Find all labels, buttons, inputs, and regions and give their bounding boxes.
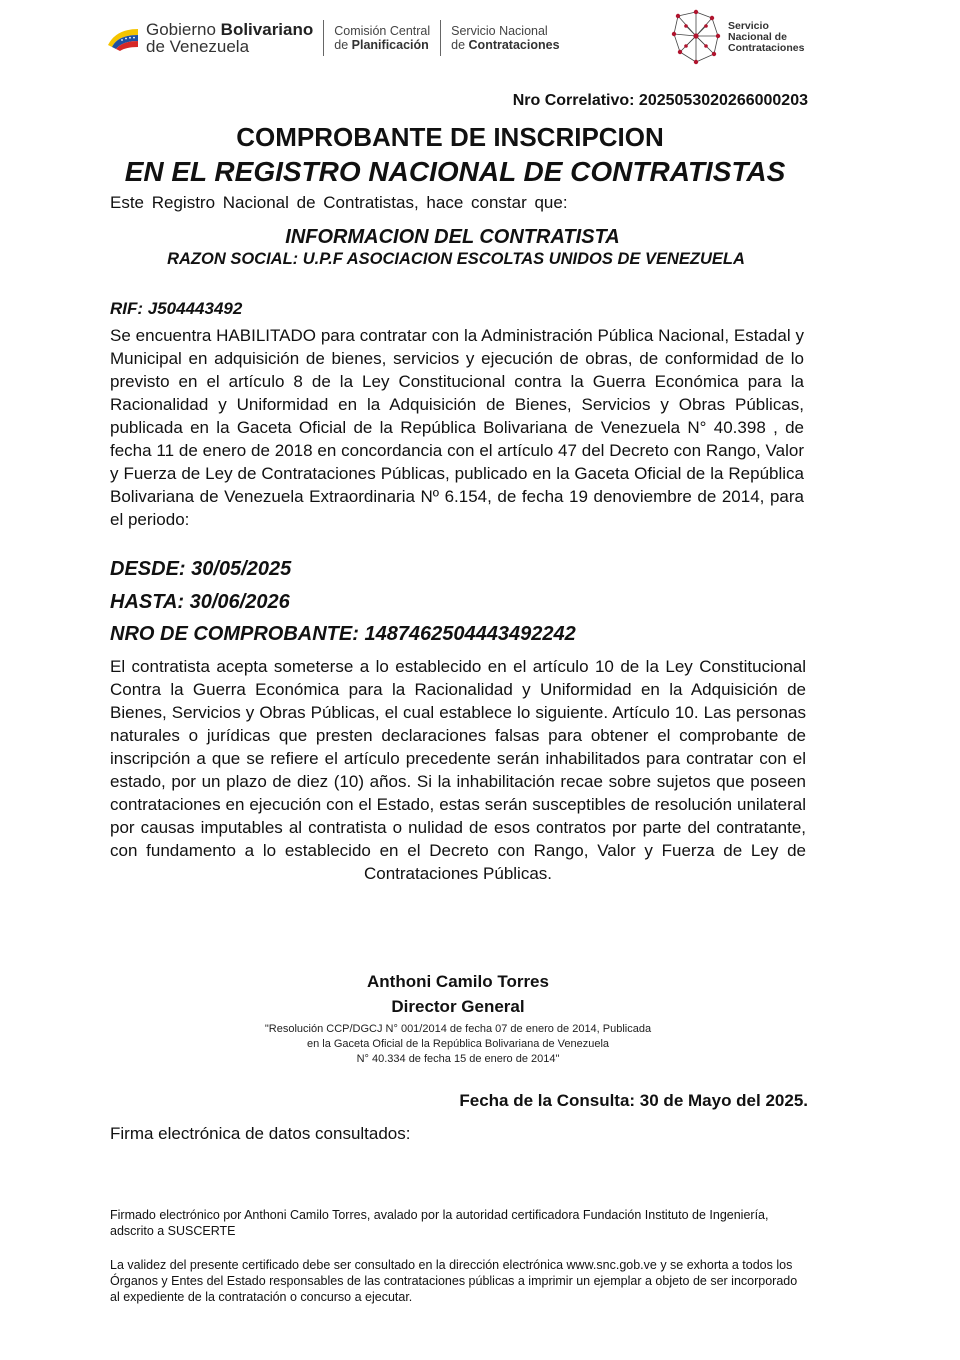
habilitado-paragraph: Se encuentra HABILITADO para contratar con la Administración Pública Nacional, Estadal y Municipal en adquisición de bienes, servicios y ejecución de obras, de conformidad de lo previsto en el artículo 8 de la Ley Constitucional contra la Guerra Económica para la Racionalidad y Uniformidad en la Adquisición de Bienes, Servicios y Obras Públicas, publicada en la Gaceta Oficial de la República Bolivariana de Venezuela N° 40.398 , de fecha 11 de enero de 2018 en concordancia con el artículo 47 del Decreto con Rango, Valor y Fuerza de Ley de Contrataciones Públicas, publicado en la Gaceta Oficial de la República Bolivariana de Venezuela Extraordinaria Nº 6.154, de fecha 19 denoviembre de 2014, para el periodo: bbox=[110, 326, 804, 529]
signer-title: Director General bbox=[391, 997, 525, 1016]
document-subtitle: EN EL REGISTRO NACIONAL DE CONTRATISTAS bbox=[124, 156, 786, 187]
electronic-signature-label: Firma electrónica de datos consultados: bbox=[110, 1124, 411, 1143]
gov-name: Gobierno Bolivariano de Venezuela bbox=[146, 20, 314, 56]
footer-signature-note: Firmado electrónico por Anthoni Camilo Torres, avalado por la autoridad certificadora Fundación Instituto de Ingeniería, adscrito a SUSCERTE bbox=[110, 1208, 769, 1238]
divider bbox=[440, 20, 441, 56]
period-start: DESDE: 30/05/2025 bbox=[110, 558, 292, 580]
government-header bbox=[106, 18, 560, 58]
period-end: HASTA: 30/06/2026 bbox=[110, 591, 290, 613]
venezuela-flag-icon bbox=[106, 25, 140, 51]
footer-validity-note: La validez del presente certificado debe ser consultado en la dirección electrónica www.snc.gob.ve y se exhorta a todos los Órganos y Entes del Estado responsables de las contrataciones públicas a imprimir un ejemplar a objeto de ser incorporado al expediente de la contratación o concurso a ejecutar. bbox=[110, 1258, 798, 1304]
snc-logo bbox=[668, 8, 804, 66]
comprobante-number: NRO DE COMPROBANTE: 1487462504443492242 bbox=[110, 623, 576, 645]
intro-text: Este Registro Nacional de Contratistas, hace constar que: bbox=[110, 193, 568, 212]
correlativo-number: Nro Correlativo: 2025053020266000203 bbox=[512, 92, 808, 109]
snc-name: Servicio Nacional de Contrataciones bbox=[451, 24, 560, 52]
snc-logo-text: Servicio Nacional de Contrataciones bbox=[728, 19, 805, 54]
resolution-note: "Resolución CCP/DGCJ N° 001/2014 de fecha 07 de enero de 2014, Publicada en la Gaceta Oficial de la República Bolivariana de Venezuela N° 40.334 de fecha 15 de enero de 2014" bbox=[264, 1023, 652, 1065]
article-10-paragraph: El contratista acepta someterse a lo establecido en el artículo 10 de la Ley Constitucional Contra la Guerra Económica para la Racionalidad y Uniformidad en la Adquisición de Bienes, Servicios y Obras Públicas, el cual establece lo siguiente. Artículo 10. Las personas naturales o jurídicas que presten declaraciones falsas para obtener el comprobante de inscripción a que se refiere el artículo precedente serán inhabilitados para contratar con el estado, por un plazo de diez (10) años. Si la inhabilitación recae sobre sujetos que poseen contrataciones en ejecución con el Estado, estas serán susceptibles de resolución unilateral por causas imputables al contratista o nulidad de esos contratos por parte del contratante, con fundamento a lo establecido en el Decreto con Rango, Valor y Fuerza de Ley de Contrataciones Públicas. bbox=[110, 657, 806, 883]
ccp-name: Comisión Central de Planificación bbox=[334, 24, 431, 52]
signer-name: Anthoni Camilo Torres bbox=[367, 972, 549, 991]
divider bbox=[323, 20, 324, 56]
section-title: INFORMACION DEL CONTRATISTA bbox=[285, 226, 620, 248]
razon-social: RAZON SOCIAL: U.P.F ASOCIACION ESCOLTAS UNIDOS DE VENEZUELA bbox=[167, 250, 745, 268]
snc-network-icon bbox=[668, 8, 724, 66]
consultation-date: Fecha de la Consulta: 30 de Mayo del 2025. bbox=[459, 1091, 808, 1110]
rif-number: RIF: J504443492 bbox=[110, 299, 243, 318]
document-title: COMPROBANTE DE INSCRIPCION bbox=[236, 122, 664, 152]
